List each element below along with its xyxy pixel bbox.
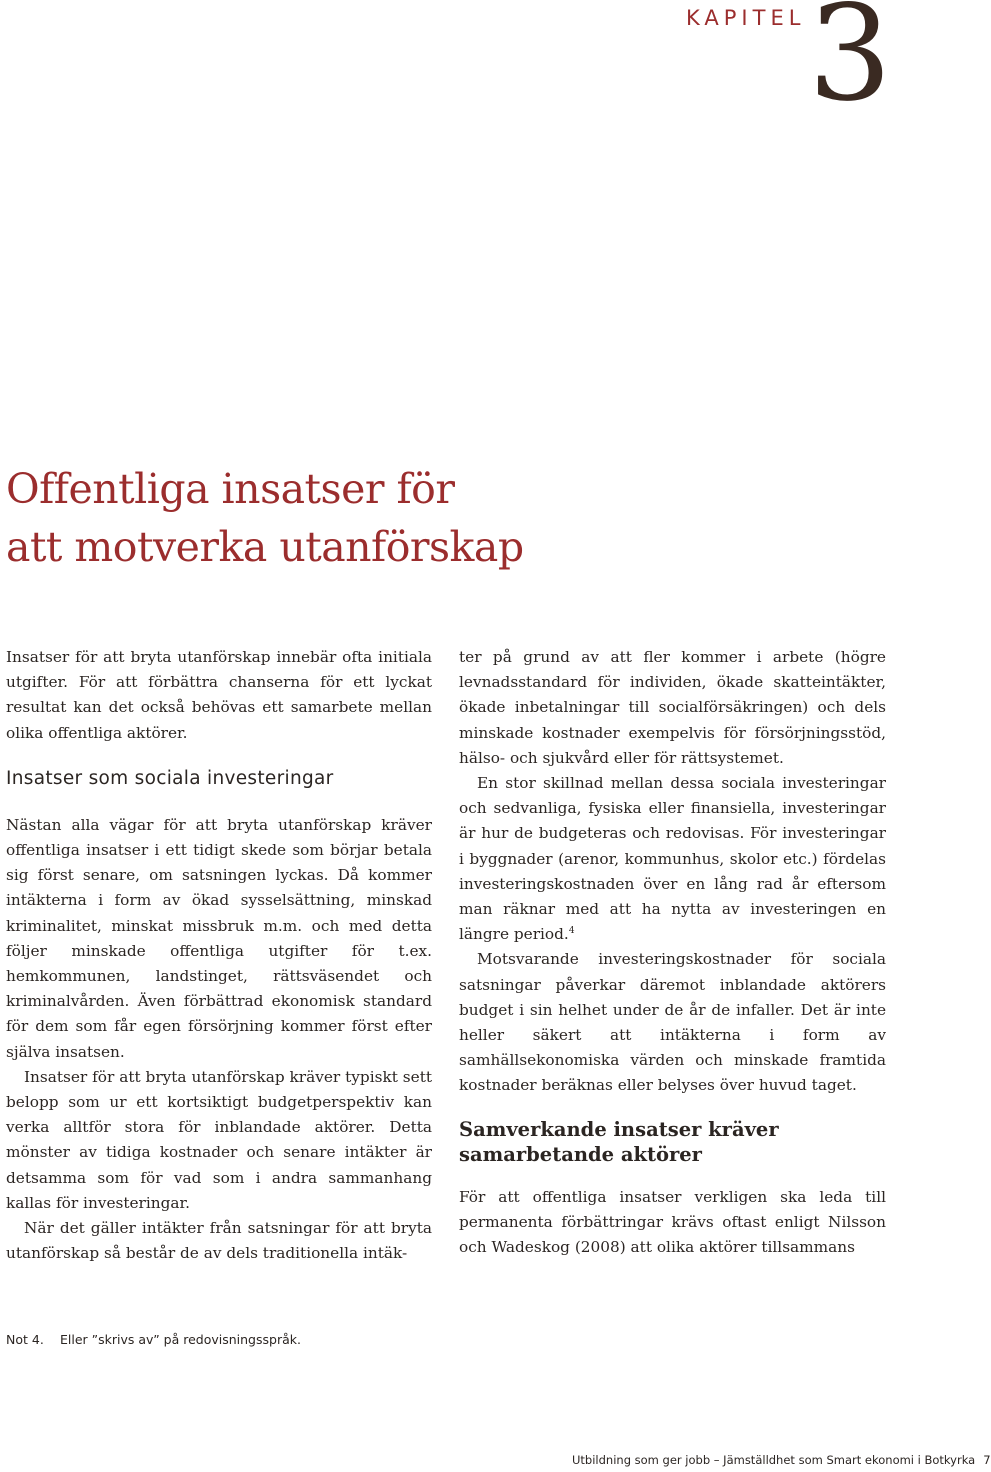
chapter-number: 3 <box>808 0 892 131</box>
left-column <box>6 645 432 1266</box>
page-footer <box>572 1453 991 1467</box>
footnote-reference: 4 <box>568 926 575 937</box>
page-number: 7 <box>983 1453 991 1467</box>
body-paragraph: När det gäller intäkter från satsningar för att bryta utanförskap så består de av dels traditionella intäk- <box>6 1219 432 1263</box>
intro-paragraph: Insatser för att bryta utanförskap innebär ofta initiala utgifter. För att förbättra chanserna för ett lyckat resultat kan det också behövas ett samarbete mellan olika offentliga aktörer. <box>6 648 432 742</box>
footnote-label: Not 4. <box>6 1332 44 1347</box>
body-paragraph: ter på grund av att fler kommer i arbete (högre levnadsstandard för individen, ökade skatteintäkter, ökade inbetalningar till socialförsäkringen) och dels minskade kostnader exempelvis för försörjningsstöd, hälso- och sjukvård eller för rättsystemet. <box>459 648 886 767</box>
page-title-line-2: att motverka utanförskap <box>6 523 524 571</box>
footer-publication-title: Utbildning som ger jobb – Jämställdhet som Smart ekonomi i Botkyrka <box>572 1453 976 1467</box>
section-heading-social-investments: Insatser som sociala investeringar <box>6 767 334 789</box>
section-heading-cooperation: Samverkande insatser kräver samarbetande aktörer <box>459 1117 779 1166</box>
body-paragraph: Motsvarande investeringskostnader för sociala satsningar påverkar däremot inblandade aktörers budget i sin helhet under de år de infaller. Det är inte heller säkert att intäkterna i form av samhällsekonomiska värden och minskade framtida kostnader beräknas eller belyses över huvud taget. <box>459 950 886 1095</box>
page-title-line-1: Offentliga insatser för <box>6 465 455 513</box>
right-column <box>459 645 886 1260</box>
body-paragraph: Nästan alla vägar för att bryta utanförskap kräver offentliga insatser i ett tidigt skede som börjar betala sig först senare, om satsningen lyckas. Då kommer intäkterna i form av ökad sysselsättning, minskad kriminalitet, minskat missbruk m.m. och med detta följer minskade offentliga utgifter för t.ex. hemkommunen, landstinget, rättsväsendet och kriminalvården. Även förbättrad ekonomisk standard för dem som får egen försörjning kommer först efter själva insatsen. <box>6 815 432 1061</box>
body-paragraph: Insatser för att bryta utanförskap kräver typiskt sett belopp som ur ett kortsiktigt budgetperspektiv kan verka alltför stora för inblandade aktörer. Detta mönster av tidiga kostnader och senare intäkter är detsamma som för vad som i andra sammanhang kallas för investeringar. <box>6 1067 432 1212</box>
body-paragraph: För att offentliga insatser verkligen ska leda till permanenta förbättringar krävs oftast enligt Nilsson och Wadeskog (2008) att olika aktörer tillsammans <box>459 1187 886 1257</box>
body-paragraph <box>459 771 886 947</box>
footnote <box>6 1332 301 1347</box>
footnote-text: Eller ”skrivs av” på redovisningsspråk. <box>60 1332 301 1347</box>
chapter-label: KAPITEL <box>686 6 806 30</box>
body-paragraph-text: En stor skillnad mellan dessa sociala investeringar och sedvanliga, fysiska eller finansiella, investeringar är hur de budgeteras och redovisas. För investeringar i byggnader (arenor, kommunhus, skolor etc.) fördelas investeringskostnaden över en lång rad år eftersom man räknar med att ha nytta av investeringen en längre period. <box>459 774 886 944</box>
page-title <box>6 460 524 576</box>
